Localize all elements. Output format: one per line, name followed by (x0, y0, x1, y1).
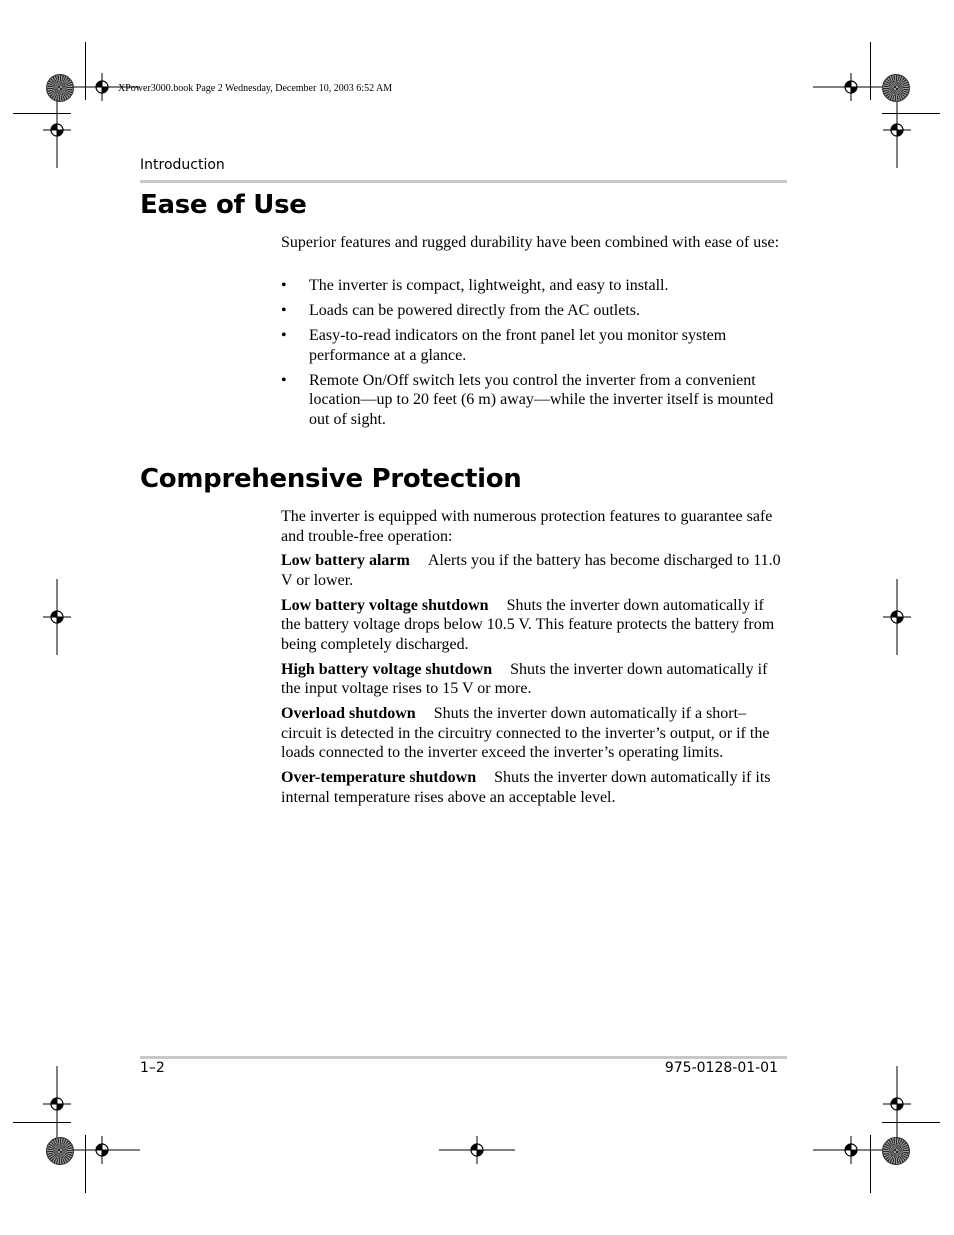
list-item (281, 371, 786, 430)
crop-line (870, 1135, 871, 1193)
crop-line (882, 113, 940, 114)
crop-line (85, 42, 86, 100)
crop-line (882, 1122, 940, 1123)
feature-description: Shuts the inverter down automatically if the battery voltage drops below 10.5 V. This feature protects the battery from being completely discharged. (281, 596, 775, 653)
running-header: Introduction (140, 157, 225, 173)
section-heading-ease-of-use: Ease of Use (140, 190, 307, 220)
crop-line (13, 113, 71, 114)
protection-intro (281, 507, 786, 546)
protection-intro-text: The inverter is equipped with numerous protection features to guarantee safe and trouble-free operation: (281, 508, 773, 545)
list-item (281, 276, 786, 296)
color-rosette-icon (46, 1137, 74, 1165)
bullet-icon: • (281, 327, 287, 344)
crop-line (13, 1122, 71, 1123)
color-rosette-icon (882, 1137, 910, 1165)
list-item-text: Remote On/Off switch lets you control the inverter from a convenient location—up to 20 feet (6 m) away—while the inverter itself is mounted out of sight. (309, 371, 774, 428)
list-item (281, 326, 786, 365)
color-rosette-icon (882, 74, 910, 102)
section-heading-comprehensive-protection: Comprehensive Protection (140, 464, 522, 494)
feature-description: Alerts you if the battery has become discharged to 11.0 V or lower. (281, 552, 781, 589)
feature-term: Over-temperature shutdown (281, 769, 477, 786)
footer-rule (140, 1056, 787, 1059)
feature-paragraph (281, 768, 786, 807)
list-item-text: Loads can be powered directly from the AC outlets. (309, 302, 641, 319)
feature-description: Shuts the inverter down automatically if its internal temperature rises above an acceptable level. (281, 769, 771, 806)
feature-description: Shuts the inverter down automatically if the input voltage rises to 15 V or more. (281, 660, 768, 697)
feature-term: High battery voltage shutdown (281, 660, 493, 678)
bullet-icon: • (281, 302, 287, 319)
feature-description: Shuts the inverter down automatically if a short–circuit is detected in the circuitry connected to the inverter’s output, or if the loads connected to the inverter exceed the inverter’s operating limits. (281, 705, 770, 761)
feature-paragraph (281, 660, 786, 699)
feature-paragraph (281, 596, 786, 655)
feature-paragraph (281, 551, 786, 590)
crop-line (85, 1135, 86, 1193)
feature-paragraph (281, 704, 786, 763)
page-number: 1–2 (140, 1060, 165, 1076)
document-number: 975-0128-01-01 (664, 1060, 778, 1076)
list-item-text: Easy-to-read indicators on the front panel let you monitor system performance at a glance. (309, 327, 727, 364)
bullet-icon: • (281, 371, 287, 389)
ease-of-use-intro-text: Superior features and rugged durability have been combined with ease of use: (281, 234, 780, 251)
list-item-text: The inverter is compact, lightweight, and easy to install. (309, 277, 669, 294)
bullet-icon: • (281, 277, 287, 294)
crop-line (870, 42, 871, 100)
feature-term: Overload shutdown (281, 705, 416, 722)
protection-features (281, 551, 786, 813)
feature-term: Low battery voltage shutdown (281, 596, 489, 614)
header-rule (140, 180, 787, 183)
ease-of-use-intro (281, 233, 786, 253)
feature-term: Low battery alarm (281, 552, 410, 569)
ease-of-use-list (281, 276, 786, 435)
print-slug: XPower3000.book Page 2 Wednesday, December 10, 2003 6:52 AM (118, 83, 393, 94)
color-rosette-icon (46, 74, 74, 102)
list-item (281, 301, 786, 321)
